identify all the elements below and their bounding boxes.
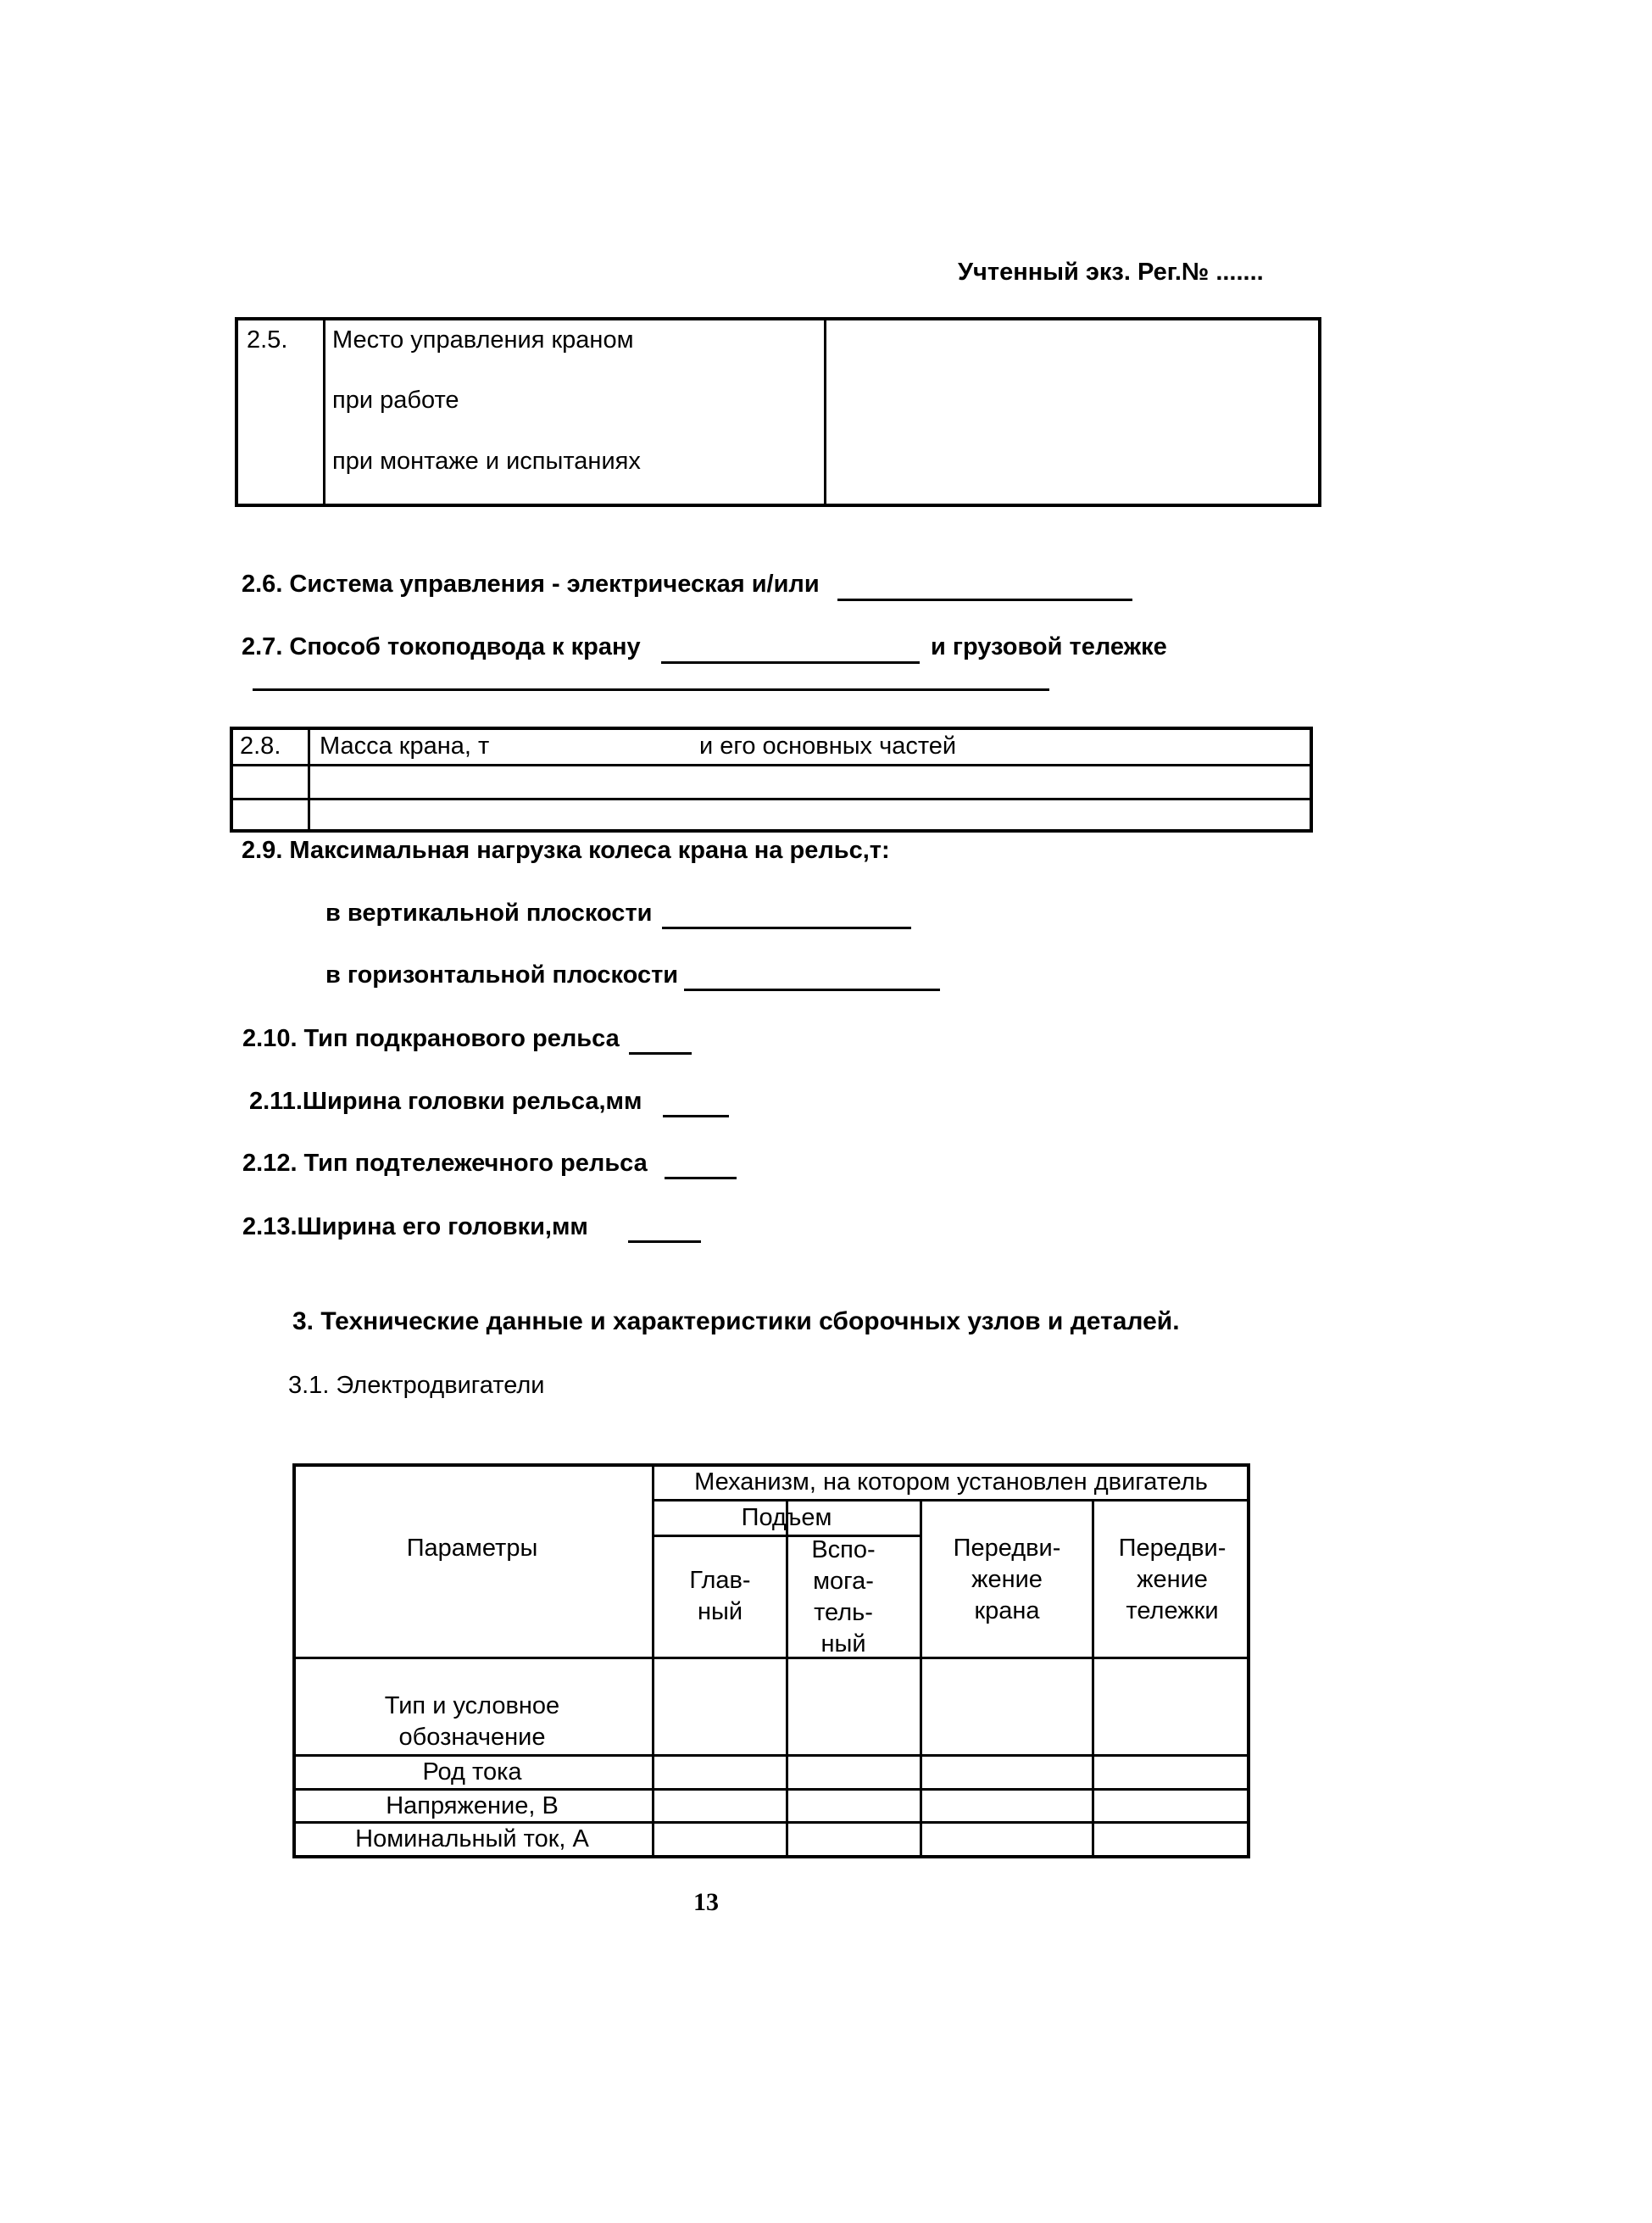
item-2-7-text-b: и грузовой тележке: [931, 633, 1167, 660]
row-type-designation: [292, 1691, 652, 1753]
header-main-line1: Глав-: [689, 1567, 751, 1594]
item-2-13-text: 2.13.Ширина его головки,мм: [242, 1213, 588, 1240]
item-2-13-blank: [628, 1240, 701, 1243]
header-aux: [788, 1535, 898, 1660]
item-2-9-title: 2.9. Максимальная нагрузка колеса крана на рельс,т:: [242, 837, 890, 864]
item-2-7-blank-line-1: [661, 661, 920, 664]
item-2-11-text: 2.11.Ширина головки рельса,мм: [249, 1088, 642, 1115]
table-2-5-value-cell: [829, 320, 1318, 504]
table-2-8: [230, 727, 1313, 833]
item-2-9-vertical-blank: [662, 927, 911, 929]
motors-table-hline-header-bottom: [292, 1657, 1250, 1659]
item-2-10-text: 2.10. Тип подкранового рельса: [242, 1025, 620, 1052]
motors-table-hline-mechanism: [652, 1499, 1250, 1502]
section-3-title: 3. Технические данные и характеристики сборочных узлов и деталей.: [292, 1307, 1180, 1335]
item-2-7-blank-line-2: [253, 688, 1049, 691]
row-rated-current: Номинальный ток, А: [355, 1825, 589, 1852]
header-aux-line4: ный: [820, 1630, 866, 1658]
item-2-5-number: 2.5.: [247, 326, 288, 354]
header-aux-line3: тель-: [814, 1599, 873, 1626]
header-mechanism: Механизм, на котором установлен двигатель: [694, 1468, 1208, 1496]
header-crane-travel-line2: жение: [971, 1566, 1043, 1593]
header-crane-travel-line3: крана: [974, 1597, 1040, 1624]
item-2-9-horizontal: в горизонтальной плоскости: [325, 961, 679, 989]
item-2-5-title: Место управления краном: [332, 326, 634, 354]
header-crane-travel: [922, 1533, 1092, 1627]
item-2-5-line1: при работе: [332, 387, 459, 414]
item-2-8-label-a: Масса крана, т: [320, 733, 490, 760]
header-aux-line2: мога-: [813, 1568, 874, 1595]
row-current-type: Род тока: [422, 1758, 522, 1786]
header-lift: Подъем: [741, 1504, 832, 1531]
item-2-5-line2: при монтаже и испытаниях: [332, 448, 641, 475]
table-2-8-row-divider-1: [233, 764, 1310, 766]
header-aux-line1: Вспо-: [811, 1536, 876, 1563]
row-type-line2: обозначение: [398, 1724, 546, 1751]
item-2-9-horizontal-blank: [684, 989, 940, 991]
table-2-5-label-cell: [325, 320, 826, 504]
table-2-8-row-divider-2: [233, 798, 1310, 800]
item-2-6-blank-line: [837, 599, 1132, 601]
item-2-12-text: 2.12. Тип подтележечного рельса: [242, 1150, 648, 1177]
header-trolley-travel: [1094, 1533, 1250, 1627]
table-2-5-number-cell: [238, 320, 325, 504]
motors-table: [292, 1463, 1250, 1858]
row-type-line1: Тип и условное: [384, 1692, 560, 1719]
item-2-9-vertical: в вертикальной плоскости: [325, 900, 653, 927]
registration-header: Учтенный экз. Рег.№ .......: [958, 259, 1264, 286]
item-2-7-text-a: 2.7. Способ токоподвода к крану: [242, 633, 641, 660]
table-2-5: [235, 317, 1321, 507]
header-parameters: Параметры: [406, 1535, 538, 1562]
section-3-1-subtitle: 3.1. Электродвигатели: [288, 1372, 545, 1399]
item-2-12-blank: [665, 1177, 737, 1179]
header-main-line2: ный: [697, 1598, 743, 1625]
header-trolley-travel-line3: тележки: [1126, 1597, 1219, 1624]
table-2-8-column-divider: [308, 730, 310, 829]
row-voltage: Напряжение, В: [386, 1792, 559, 1819]
item-2-8-number: 2.8.: [240, 733, 281, 760]
header-main: [654, 1565, 786, 1628]
item-2-6-text: 2.6. Система управления - электрическая и/или: [242, 571, 820, 598]
header-trolley-travel-line1: Передви-: [1118, 1535, 1226, 1562]
header-crane-travel-line1: Передви-: [953, 1535, 1061, 1562]
item-2-10-blank: [629, 1052, 692, 1055]
item-2-11-blank: [663, 1115, 729, 1117]
header-trolley-travel-line2: жение: [1137, 1566, 1208, 1593]
page-number: 13: [693, 1888, 719, 1916]
item-2-8-label-b: и его основных частей: [699, 733, 957, 760]
